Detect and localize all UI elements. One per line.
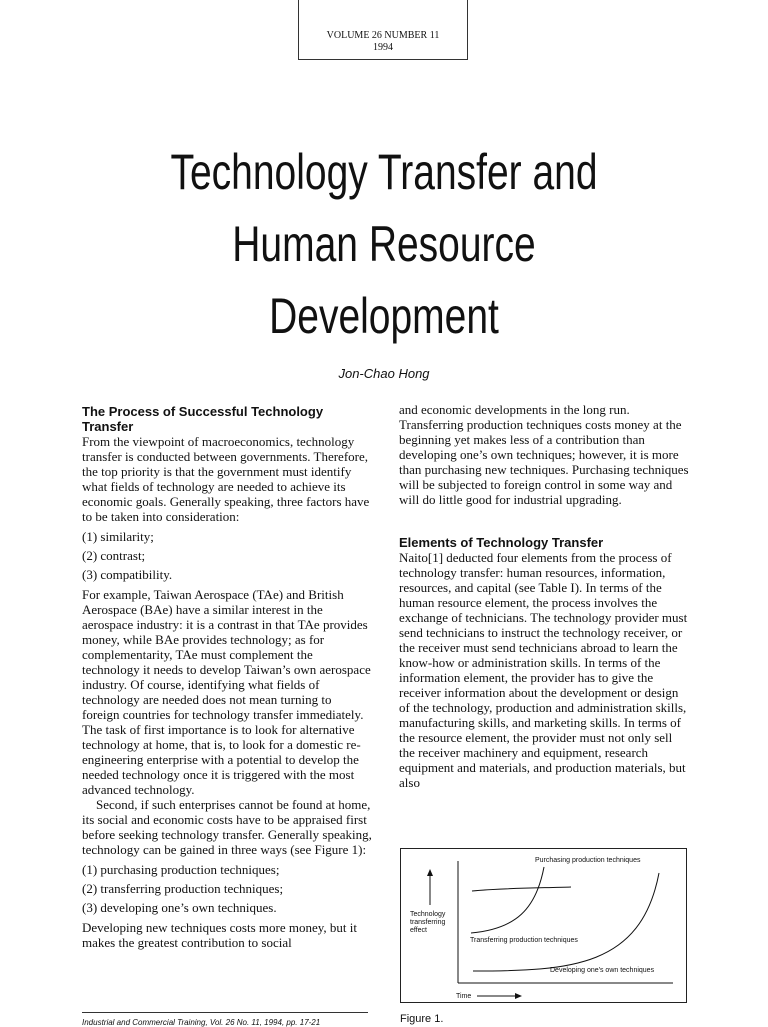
footer-citation: Industrial and Commercial Training, Vol. 26 No. 11, 1994, pp. 17-21 xyxy=(82,1018,321,1027)
volume-year: 1994 xyxy=(373,42,393,53)
paragraph: Second, if such enterprises cannot be found at home, its social and economic costs have to be appraised first before seeking technology transfer. Generally speaking, technology can be gained in three ways (see Figure 1): xyxy=(82,797,372,857)
list-item: (1) similarity; xyxy=(82,529,154,544)
paragraph: and economic developments in the long run. Transferring production techniques costs money at the beginning yet makes less of a contribution than developing one’s own techniques; however, it is more than purchasing new techniques. Purchasing techniques will be subjected to foreign control in some way and will do little good for industrial upgrading. xyxy=(399,402,689,507)
title-line-3: Development xyxy=(269,288,499,344)
figure-diagram xyxy=(401,849,686,1002)
list-item: (2) transferring production techniques; xyxy=(82,881,284,896)
paragraph: Naito[1] deducted four elements from the process of technology transfer: human resources, information, resources, and capital (see Table I). In terms of the human resource element, the process involves the exchange of technicians. The technology provider must send technicians to instruct the technology receiver, or the receiver must send technicians abroad to learn the know-how or administration skills. In terms of the information element, the provider has to give the receiver information about the development or design of the technology, production and administration skills, manufacturing skills, and marketing skills. In terms of the resource element, the provider must not only sell the receiver machinery and equipment, research equipment and materials, and production materials, but also xyxy=(399,550,688,790)
paragraph: From the viewpoint of macroeconomics, technology transfer is conducted between governments. Therefore, the top priority is that the government must identify what fields of technology are needed to achieve its economic goals. Generally speaking, three factors have to be taken into consideration: xyxy=(82,434,370,524)
footer-divider xyxy=(82,1012,368,1013)
title-line-2: Human Resource xyxy=(232,216,536,272)
method-list xyxy=(82,862,372,915)
curve-developing xyxy=(473,873,659,971)
paragraph: Developing new techniques costs more money, but it makes the greatest contribution to social xyxy=(82,920,357,950)
y-label-line-1: Technology xyxy=(410,911,446,918)
figure-caption: Figure 1. xyxy=(400,1013,444,1025)
article-title xyxy=(84,136,683,352)
volume-number: VOLUME 26 NUMBER 11 xyxy=(326,30,440,41)
label-developing: Developing one's own techniques xyxy=(550,967,655,974)
curve-transferring xyxy=(471,867,544,933)
paragraph: For example, Taiwan Aerospace (TAe) and British Aerospace (BAe) have a similar interest in the aerospace industry: it is a contrast in that TAe provides money, while BAe provides technology; as for complementarity, TAe must complement the technology it needs to develop Taiwan’s own aerospace industry. Of course, identifying what fields of technology are needed does not mean turning to foreign countries for technology transfer immediately. The task of first importance is to look for alternative technology at home, that is, to look for a domestic re-engineering enterprise with a potential to develop the needed technology once it is triggered with the most advanced technology. xyxy=(82,587,371,797)
x-label: Time xyxy=(456,993,472,1000)
list-item: (3) compatibility. xyxy=(82,567,173,582)
y-label-line-2: transferring xyxy=(410,919,446,926)
volume-box xyxy=(298,0,468,60)
label-purchasing: Purchasing production techniques xyxy=(535,857,641,864)
left-column xyxy=(82,404,372,950)
curve-purchasing-flat xyxy=(472,887,571,891)
section-heading-elements: Elements of Technology Transfer xyxy=(399,535,604,550)
title-line-1: Technology Transfer and xyxy=(170,144,598,200)
x-arrow-head xyxy=(515,993,522,999)
factor-list xyxy=(82,529,372,582)
figure-1 xyxy=(400,848,687,1003)
list-item: (3) developing one’s own techniques. xyxy=(82,900,277,915)
author-name: Jon-Chao Hong xyxy=(338,366,430,381)
list-item: (1) purchasing production techniques; xyxy=(82,862,280,877)
y-label-line-3: effect xyxy=(410,927,427,934)
label-transferring: Transferring production techniques xyxy=(470,937,578,944)
y-arrow-head xyxy=(427,869,433,876)
list-item: (2) contrast; xyxy=(82,548,146,563)
section-heading-process: The Process of Successful Technology Transfer xyxy=(82,404,324,434)
right-column xyxy=(399,402,689,790)
